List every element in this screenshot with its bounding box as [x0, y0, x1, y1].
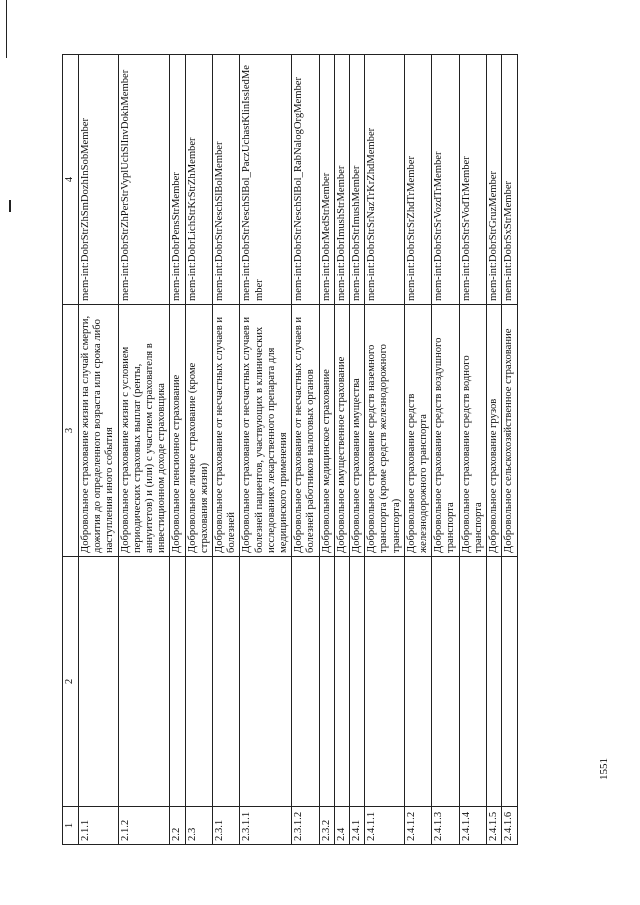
row-description-cell: Добровольное личное страхование (кроме страхования жизни) [185, 305, 212, 557]
row-code-cell: 2.3.1 [213, 807, 240, 845]
table-row [502, 55, 517, 845]
row-code-cell: 2.2 [170, 807, 185, 845]
header-cell: 1 [63, 807, 79, 845]
table-body [79, 55, 518, 845]
row-description-cell: Добровольное страхование средств водного транспорта [459, 305, 486, 557]
row-name-cell [79, 557, 119, 807]
table-row [79, 55, 119, 845]
table-row [459, 55, 486, 845]
row-description-cell: Добровольное страхование от несчастных случаев и болезней [213, 305, 240, 557]
insurance-members-table [62, 54, 518, 845]
row-member-cell: mem-int:DobrStrSrVozdTrMember [432, 55, 459, 305]
row-member-cell: mem-int:DobrMedStrMember [319, 55, 334, 305]
row-name-cell [502, 557, 517, 807]
row-member-cell: mem-int:DobrStrImushMember [350, 55, 365, 305]
table-row [350, 55, 365, 845]
row-name-cell [118, 557, 170, 807]
row-name-cell [432, 557, 459, 807]
row-member-cell: mem-int:DobrStrGruzMember [487, 55, 502, 305]
table-header-row [63, 55, 79, 845]
header-cell: 3 [63, 305, 79, 557]
table-row [487, 55, 502, 845]
row-name-cell [334, 557, 349, 807]
row-code-cell: 2.3 [185, 807, 212, 845]
table-row [213, 55, 240, 845]
row-code-cell: 2.4.1.3 [432, 807, 459, 845]
row-name-cell [240, 557, 292, 807]
row-member-cell: mem-int:DobrStrNeschSlBol_RabNalogOrgMember [292, 55, 319, 305]
table-row [334, 55, 349, 845]
row-description-cell: Добровольное имущественное страхование [334, 305, 349, 557]
row-description-cell: Добровольное страхование от несчастных случаев и болезней работников налоговых органов [292, 305, 319, 557]
row-code-cell: 2.1.2 [118, 807, 170, 845]
rotated-page [62, 55, 592, 845]
row-name-cell [185, 557, 212, 807]
table-row [432, 55, 459, 845]
row-code-cell: 2.4 [334, 807, 349, 845]
row-member-cell: mem-int:DobrStrZhPerStrVyplUchSlInvDokhMember [118, 55, 170, 305]
row-description-cell: Добровольное страхование грузов [487, 305, 502, 557]
row-description-cell: Добровольное страхование средств воздушного транспорта [432, 305, 459, 557]
row-member-cell: mem-int:DobrSxStrMember [502, 55, 517, 305]
row-description-cell: Добровольное страхование жизни с условием периодических страховых выплат (ренты, аннуитетов) и (или) с участием страхователя в инвестиционном доходе страховщика [118, 305, 170, 557]
table-row [404, 55, 431, 845]
table-row [118, 55, 170, 845]
row-code-cell: 2.4.1 [350, 807, 365, 845]
row-code-cell: 2.4.1.5 [487, 807, 502, 845]
row-code-cell: 2.4.1.1 [365, 807, 405, 845]
row-code-cell: 2.4.1.2 [404, 807, 431, 845]
row-code-cell: 2.3.2 [319, 807, 334, 845]
row-name-cell [319, 557, 334, 807]
table-row [185, 55, 212, 845]
table-row [365, 55, 405, 845]
row-name-cell [213, 557, 240, 807]
row-code-cell: 2.4.1.4 [459, 807, 486, 845]
page-number: 1551 [598, 758, 610, 780]
row-name-cell [292, 557, 319, 807]
margin-mark-mid [9, 200, 11, 212]
row-description-cell: Добровольное сельскохозяйственное страхование [502, 305, 517, 557]
row-name-cell [350, 557, 365, 807]
row-description-cell: Добровольное страхование жизни на случай смерти, дожития до определенного возраста или срока либо наступления иного события [79, 305, 119, 557]
row-code-cell: 2.4.1.6 [502, 807, 517, 845]
row-member-cell: mem-int:DobrPensStrMember [170, 55, 185, 305]
row-member-cell: mem-int:DobrLichStrKrStrZhMember [185, 55, 212, 305]
row-code-cell: 2.3.1.2 [292, 807, 319, 845]
row-member-cell: mem-int:DobrStrSrVodTrMember [459, 55, 486, 305]
table-row [170, 55, 185, 845]
row-code-cell: 2.1.1 [79, 807, 119, 845]
margin-mark-top [6, 0, 7, 58]
table-row [319, 55, 334, 845]
row-description-cell: Добровольное страхование имущества [350, 305, 365, 557]
row-name-cell [459, 557, 486, 807]
row-code-cell: 2.3.1.1 [240, 807, 292, 845]
row-name-cell [404, 557, 431, 807]
row-description-cell: Добровольное пенсионное страхование [170, 305, 185, 557]
row-description-cell: Добровольное медицинское страхование [319, 305, 334, 557]
table-row [292, 55, 319, 845]
row-member-cell: mem-int:DobrStrNeschSlBolMember [213, 55, 240, 305]
row-name-cell [487, 557, 502, 807]
row-name-cell [170, 557, 185, 807]
header-cell: 2 [63, 557, 79, 807]
row-name-cell [365, 557, 405, 807]
row-member-cell: mem-int:DobrImushStrMember [334, 55, 349, 305]
row-member-cell: mem-int:DobrStrSrNazTrKrZhdMember [365, 55, 405, 305]
table-row [240, 55, 292, 845]
row-member-cell: mem-int:DobrStrSrZhdTrMember [404, 55, 431, 305]
header-cell: 4 [63, 55, 79, 305]
row-description-cell: Добровольное страхование средств железнодорожного транспорта [404, 305, 431, 557]
row-member-cell: mem-int:DobrStrNeschSlBol_PaczUchastKlinIssledMember [240, 55, 292, 305]
row-member-cell: mem-int:DobrStrZhSmDozhInSobMember [79, 55, 119, 305]
row-description-cell: Добровольное страхование от несчастных случаев и болезней пациентов, участвующих в клинических исследованиях лекарственного препарата для медицинского применения [240, 305, 292, 557]
row-description-cell: Добровольное страхование средств наземного транспорта (кроме средств железнодорожного транспорта) [365, 305, 405, 557]
